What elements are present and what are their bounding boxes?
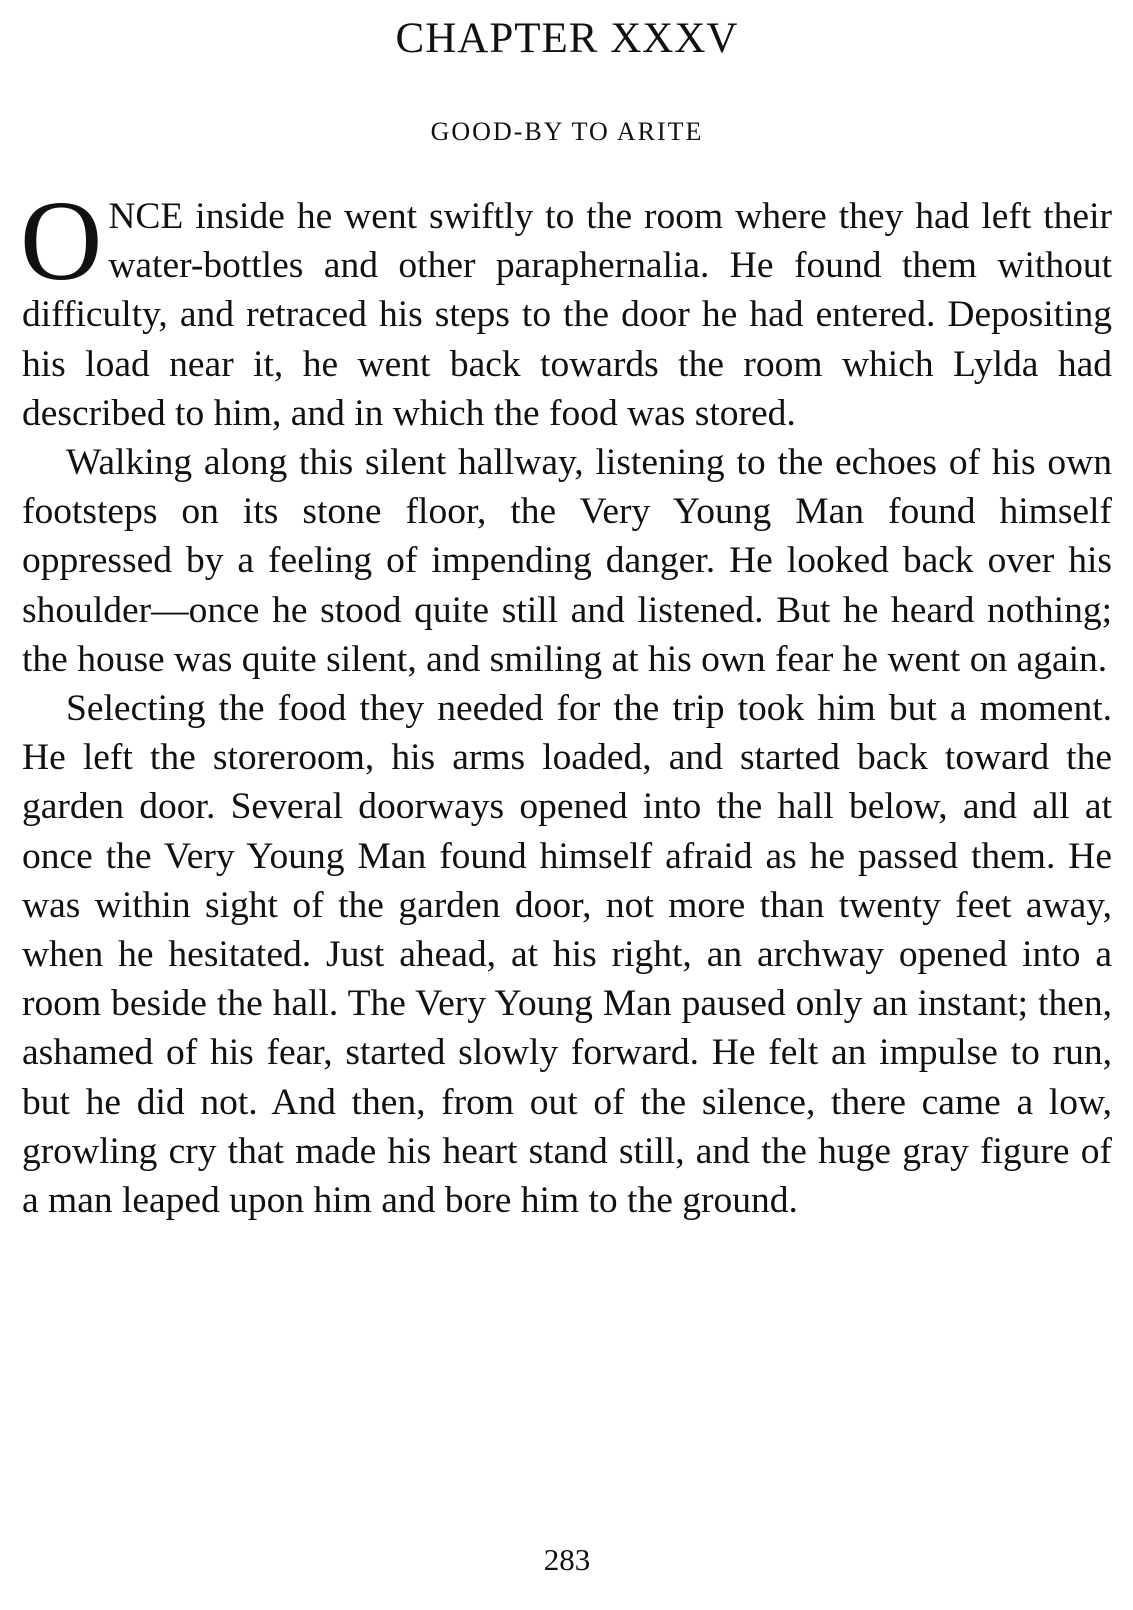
page-number: 283: [543, 1542, 591, 1577]
chapter-title: CHAPTER XXXV: [395, 15, 739, 62]
paragraph-3: Selecting the food they needed for the trip took him but a moment. He left the storeroom, his arms loaded, and started back toward the garden door. Several doorways opened into the hall below, and all at once the Very Young Man found himself afraid as he passed them. He was within sight of the garden door, not more than twenty feet away, when he hesitated. Just ahead, at his right, an archway opened into a room beside the hall. The Very Young Man paused only an instant; then, ashamed of his fear, started slowly forward. He felt an impulse to run, but he did not. And then, from out of the silence, there came a low, growling cry that made his heart stand still, and the huge gray figure of a man leaped upon him and bore him to the ground.: [22, 688, 1112, 1222]
chapter-body: [20, 177, 1112, 1225]
paragraph-2: Walking along this silent hallway, listening to the echoes of his own footsteps on its stone floor, the Very Young Man found himself oppressed by a feeling of impending danger. He looked back over his shoulder—once he stood quite still and listened. But he heard nothing; the house was quite silent, and smiling at his own fear he went on again.: [22, 442, 1112, 680]
paragraph-1-text: NCE inside he went swiftly to the room where they had left their water-bottles and other paraphernalia. He found them without difficulty, and retraced his steps to the door he had entered. Depositing his load near it, he went back towards the room which Lylda had described to him, and in which the food was stored.: [22, 196, 1112, 434]
drop-cap: O: [20, 177, 103, 304]
book-page: [22, 0, 1112, 1610]
paragraph-1: [20, 177, 1112, 438]
chapter-subtitle: GOOD-BY TO ARITE: [430, 117, 704, 146]
